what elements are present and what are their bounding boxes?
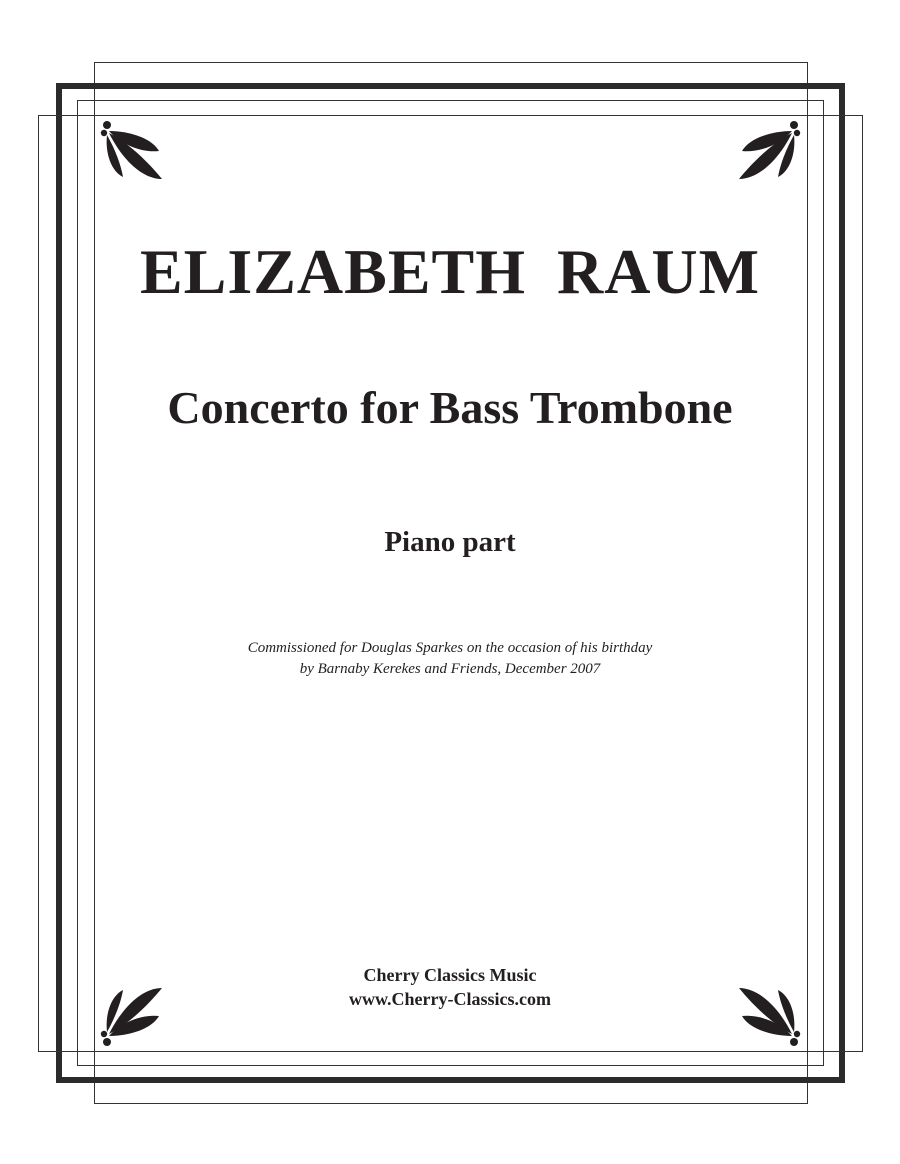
dedication bbox=[0, 638, 900, 680]
leaf-flourish-icon bbox=[736, 119, 802, 185]
outer-frame-vertical bbox=[94, 62, 808, 1104]
work-title: Concerto for Bass Trombone bbox=[167, 382, 733, 433]
publisher-name: Cherry Classics Music bbox=[363, 965, 537, 985]
leaf-flourish-icon bbox=[99, 119, 165, 185]
dedication-line-2: by Barnaby Kerekes and Friends, December 2007 bbox=[299, 661, 601, 677]
composer-name: ELIZABETH RAUM bbox=[139, 236, 761, 307]
dedication-line-1: Commissioned for Douglas Sparkes on the occasion of his birthday bbox=[247, 640, 653, 656]
thick-frame bbox=[56, 83, 845, 1083]
publisher-website: www.Cherry-Classics.com bbox=[349, 989, 551, 1009]
publisher bbox=[0, 963, 900, 1011]
part-label: Piano part bbox=[384, 526, 516, 558]
